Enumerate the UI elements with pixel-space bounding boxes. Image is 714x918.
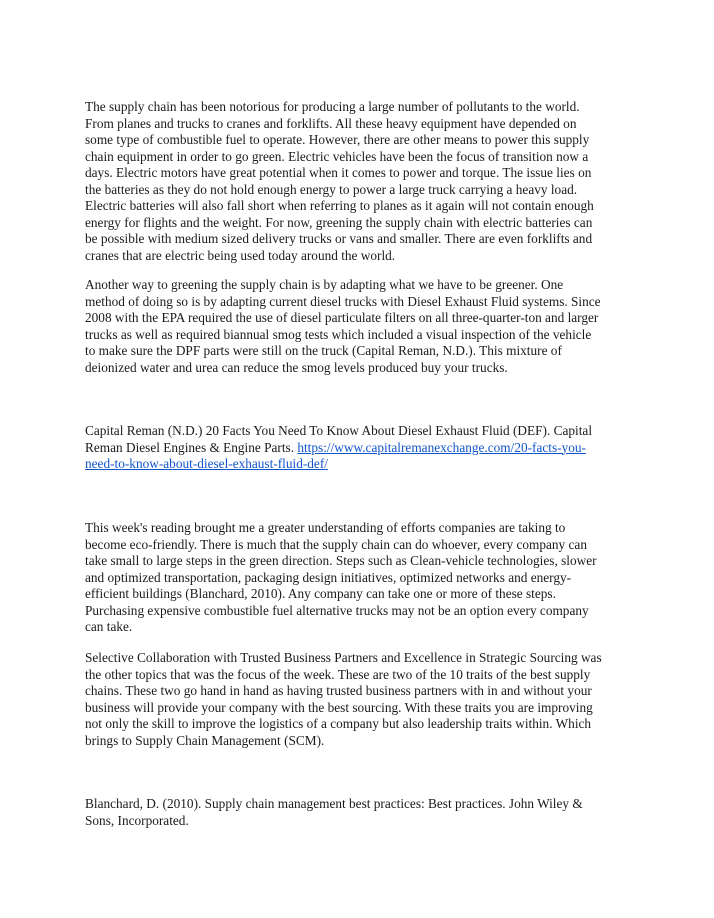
paragraph-weekly-reading: This week's reading brought me a greater understanding of efforts companies are taking to become eco-friendly. There is much that the supply chain can do whoever, every company can take small to large steps in the green direction. Steps such as Clean-vehicle technologies, slower and optimized transportation, packaging design initiatives, optimized networks and energy- efficient buildings (Blanchard, 2010). Any company can take one or more of these steps. Purchasing expensive combustible fuel alternative trucks may not be an option every company can take. (85, 520, 597, 634)
reference-blanchard: Blanchard, D. (2010). Supply chain management best practices: Best practices. John Wiley & Sons, Incorporated. (85, 796, 583, 828)
paragraph-selective-collaboration: Selective Collaboration with Trusted Business Partners and Excellence in Strategic Sourcing was the other topics that was the focus of the week. These are two of the 10 traits of the best supply chains. These two go hand in hand as having trusted business partners with in and without your business will provide your company with the best sourcing. With these traits you are improving not only the skill to improve the logistics of a company but also leadership traits within. Which brings to Supply Chain Management (SCM). (85, 650, 602, 748)
reference-capital-reman-text: Capital Reman (N.D.) 20 Facts You Need To Know About Diesel Exhaust Fluid (DEF). Capital Reman Diesel Engines & Engine Parts. (85, 423, 593, 455)
paragraph-diesel-exhaust-fluid: Another way to greening the supply chain is by adapting what we have to be greener. One method of doing so is by adapting current diesel trucks with Diesel Exhaust Fluid systems. Since 2008 with the EPA required the use of diesel particulate filters on all three-quarter-ton and larger trucks as well as required biannual smog tests which included a visual inspection of the vehicle to make sure the DPF parts were still on the truck (Capital Reman, N.D.). This mixture of deionized water and urea can reduce the smog levels produced buy your trucks. (85, 277, 601, 375)
reference-capital-reman-link[interactable]: https://www.capitalremanexchange.com/20-facts-you- need-to-know-about-diesel-exhaust-fluid-def/ (85, 439, 586, 471)
paragraph-electric-vehicles: The supply chain has been notorious for producing a large number of pollutants to the world. From planes and trucks to cranes and forklifts. All these heavy equipment have depended on some type of combustible fuel to operate. However, there are other means to power this supply chain equipment in order to go green. Electric vehicles have been the focus of transition now a days. Electric motors have great potential when it comes to power and torque. The issue lies on the batteries as they do not hold enough energy to power a large truck carrying a heavy load. Electric batteries will also fall short when referring to planes as it again will not contain enough energy for flights and the weight. For now, greening the supply chain with electric batteries can be possible with medium sized delivery trucks or vans and smaller. There are even forklifts and cranes that are electric being used today around the world. (85, 99, 594, 263)
reference-capital-reman (85, 423, 637, 473)
